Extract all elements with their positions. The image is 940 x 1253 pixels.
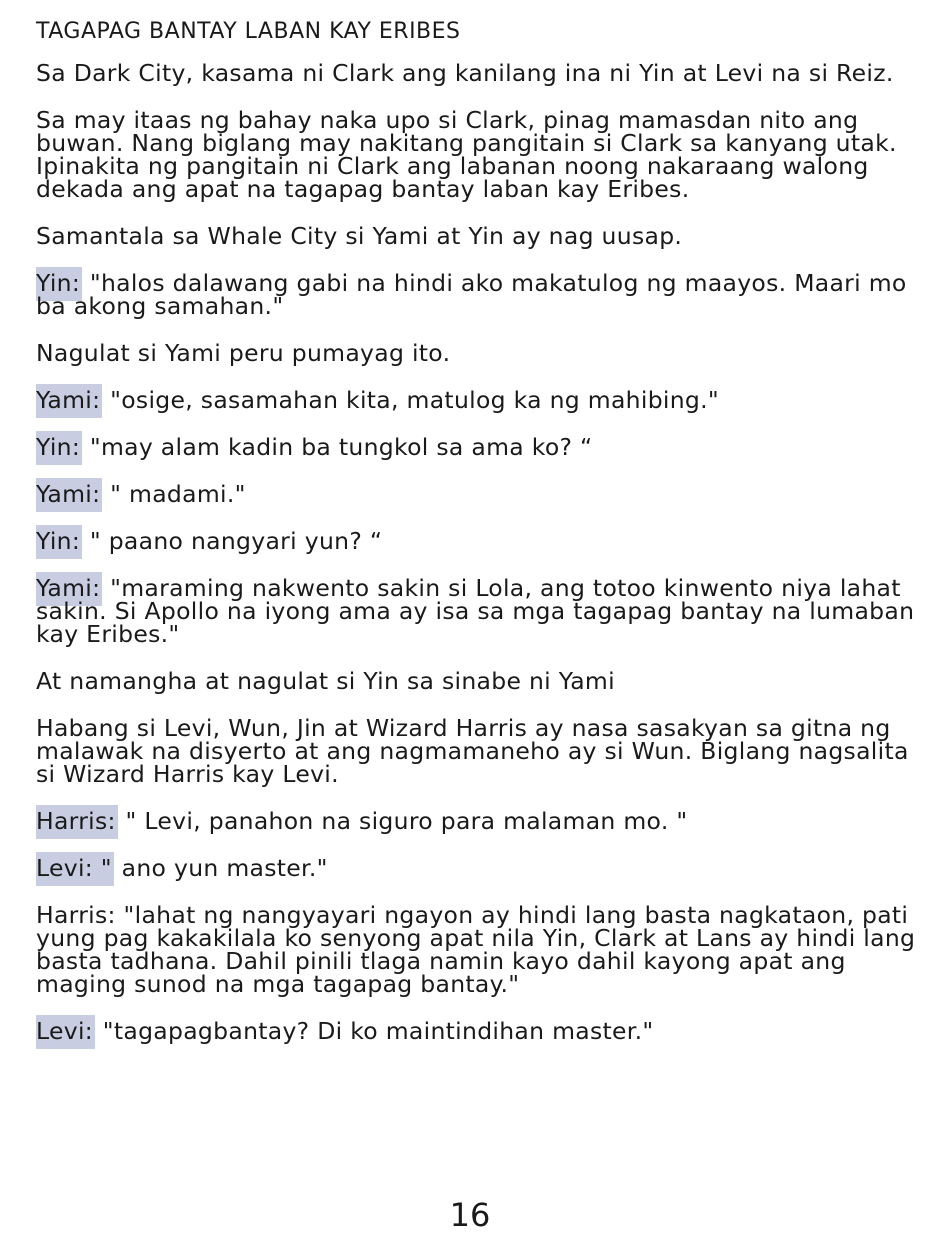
paragraph — [36, 106, 916, 203]
chapter-title: TAGAPAG BANTAY LABAN KAY ERIBES — [36, 19, 461, 44]
speaker-highlight: Levi: " — [36, 852, 114, 886]
speaker-highlight: Yami: — [36, 478, 102, 512]
paragraph — [36, 59, 916, 87]
dialogue-text: "maraming nakwento sakin si Lola, ang totoo kinwento niya lahat sakin. Si Apollo na iyong ama ay isa sa mga tagapag bantay na lumaban kay Eribes." — [36, 574, 915, 648]
dialogue-text: "tagapagbantay? Di ko maintindihan master." — [95, 1017, 654, 1045]
speaker-highlight: Yin: — [36, 267, 82, 301]
dialogue-line — [36, 807, 916, 835]
dialogue-text: "halos dalawang gabi na hindi ako makatulog ng maayos. Maari mo ba akong samahan." — [36, 269, 907, 320]
document-page — [36, 18, 916, 1067]
speaker-highlight: Levi: — [36, 1015, 95, 1049]
dialogue-text: ano yun master." — [113, 854, 328, 882]
dialogue-text: " paano nangyari yun? “ — [82, 527, 383, 555]
paragraph-text: Sa Dark City, kasama ni Clark ang kanilang ina ni Yin at Levi na si Reiz. — [36, 59, 894, 87]
dialogue-line — [36, 480, 916, 508]
dialogue-text: " Levi, panahon na siguro para malaman mo. " — [117, 807, 688, 835]
dialogue-text: " madami." — [102, 480, 246, 508]
speaker-highlight: Harris: — [36, 805, 118, 839]
dialogue-line — [36, 386, 916, 414]
paragraph-text: Harris: "lahat ng nangyayari ngayon ay hindi lang basta nagkataon, pati yung pag kakakilala ko senyong apat nila Yin, Clark at Lans ay hindi lang basta tadhana. Dahil pinili tlaga namin kayo dahil kayong apat ang maging sunod na mga tagapag bantay." — [36, 901, 916, 998]
paragraph — [36, 222, 916, 250]
dialogue-line — [36, 433, 916, 461]
dialogue-line — [36, 269, 916, 320]
paragraph-text: Nagulat si Yami peru pumayag ito. — [36, 339, 451, 367]
page-number: 16 — [449, 1196, 491, 1234]
speaker-highlight: Yin: — [36, 431, 82, 465]
dialogue-line — [36, 574, 916, 648]
paragraph — [36, 667, 916, 695]
paragraph — [36, 714, 916, 788]
dialogue-text: "osige, sasamahan kita, matulog ka ng mahibing." — [102, 386, 720, 414]
paragraph — [36, 339, 916, 367]
paragraph-text: Habang si Levi, Wun, Jin at Wizard Harris ay nasa sasakyan sa gitna ng malawak na disyerto at ang nagmamaneho ay si Wun. Biglang nagsalita si Wizard Harris kay Levi. — [36, 714, 909, 788]
paragraph — [36, 901, 916, 998]
speaker-highlight: Yami: — [36, 384, 102, 418]
speaker-highlight: Yami: — [36, 572, 102, 606]
speaker-highlight: Yin: — [36, 525, 82, 559]
dialogue-text: "may alam kadin ba tungkol sa ama ko? “ — [82, 433, 593, 461]
paragraph-text: At namangha at nagulat si Yin sa sinabe ni Yami — [36, 667, 615, 695]
dialogue-line — [36, 527, 916, 555]
dialogue-line — [36, 854, 916, 882]
dialogue-line — [36, 1017, 916, 1045]
paragraph-text: Samantala sa Whale City si Yami at Yin ay nag uusap. — [36, 222, 683, 250]
paragraph-text: Sa may itaas ng bahay naka upo si Clark, pinag mamasdan nito ang buwan. Nang biglang may nakitang pangitain si Clark sa kanyang utak. Ipinakita ng pangitain ni Clark ang labanan noong nakaraang walong dekada ang apat na tagapag bantay laban kay Eribes. — [36, 106, 897, 203]
